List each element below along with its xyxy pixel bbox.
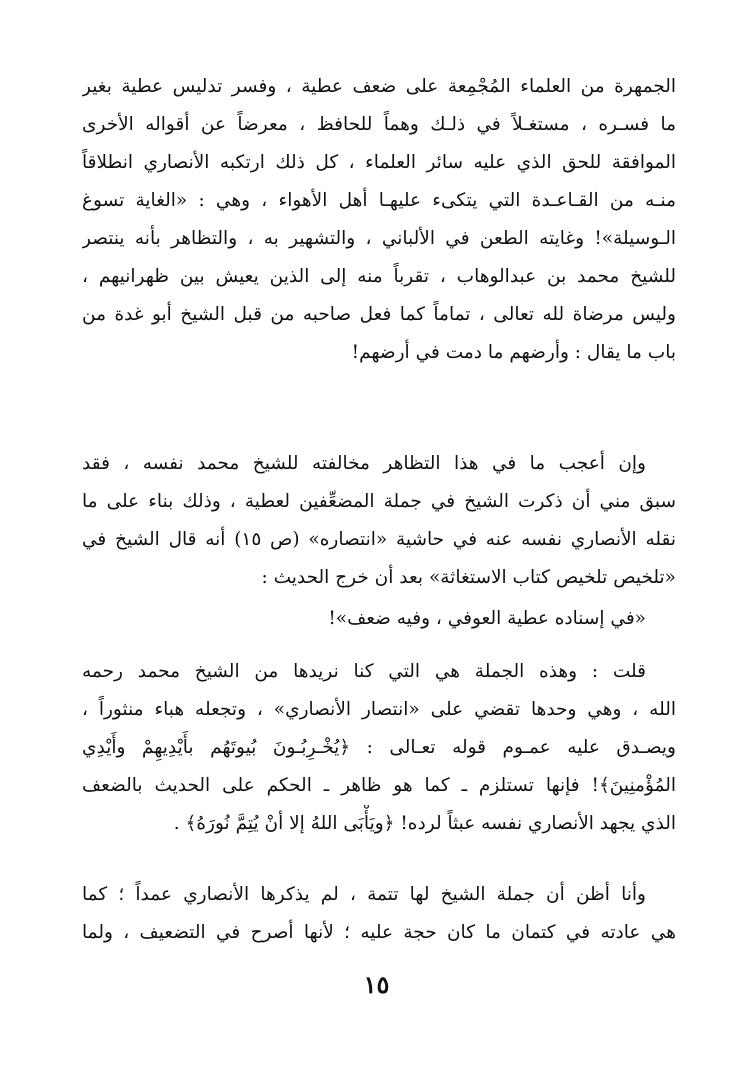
quote-line: «في إسناده عطية العوفي ، وفيه ضعف»! xyxy=(328,608,646,629)
text-line: باب ما يقال : وأرضهم ما دمت في أرضهم! xyxy=(351,342,676,363)
paragraph-2 xyxy=(82,445,676,597)
text-line: وليس مرضاة لله تعالى ، تماماً كما فعل صاحبه من قبل الشيخ أبو غدة من xyxy=(82,304,676,325)
text-line: الـوسيلة»! وغايته الطعن في الألباني ، والتشهير به ، والتظاهر بأنه ينتصر xyxy=(82,228,676,249)
text-line: ما فسـره ، مستغـلاً في ذلـك وهماً للحافظ ، معرضاً عن أقواله الأخرى xyxy=(82,114,676,135)
page-number: ١٥ xyxy=(363,970,390,999)
text-line: منـه من القـاعـدة التي يتكىء عليهـا أهل الأهواء ، وهي : «الغاية تسوغ xyxy=(82,190,676,211)
text-line: نقله الأنصاري نفسه عنه في حاشية «انتصاره» (ص ١٥) أنه قال الشيخ في xyxy=(82,529,676,550)
text-line: المُؤْمنِينَ﴾! فإنها تستلزم ـ كما هو ظاهر ـ الحكم على الحديث بالضعف xyxy=(82,775,676,796)
paragraph-4 xyxy=(82,653,676,843)
text-line: وأنا أظن أن جملة الشيخ لها تتمة ، لم يذكرها الأنصاري عمداً ؛ كما xyxy=(82,884,646,905)
paragraph-5 xyxy=(82,876,676,952)
text-line: قلت : وهذه الجملة هي التي كنا نريدها من الشيخ محمد رحمه xyxy=(82,661,646,682)
text-line: الله ، وهي وحدها تقضي على «انتصار الأنصاري» ، وتجعله هباء منثوراً ، xyxy=(82,699,676,720)
text-line: الجمهرة من العلماء المُجْمِعة على ضعف عطية ، وفسر تدليس عطية بغير xyxy=(82,76,676,97)
text-line: وإن أعجب ما في هذا التظاهر مخالفته للشيخ محمد نفسه ، فقد xyxy=(82,453,646,474)
text-line: «تلخيص تلخيص كتاب الاستغاثة» بعد أن خرج الحديث : xyxy=(261,567,676,588)
text-line: ويصـدق عليه عمـوم قوله تعـالى : ﴿يُخْـرِبُـونَ بُيوتَهُم بأَيْدِيهِمْ وأَيْدِي xyxy=(82,737,676,758)
paragraph-1 xyxy=(82,68,676,372)
text-line: هي عادته في كتمان ما كان حجة عليه ؛ لأنها أصرح في التضعيف ، ولما xyxy=(82,922,676,943)
text-line: الذي يجهد الأنصاري نفسه عبثاً لرده! ﴿ويَأْبَى اللهُ إلا أنْ يُتِمَّ نُورَهُ﴾ . xyxy=(173,813,676,834)
text-line: سبق مني أن ذكرت الشيخ في جملة المضعِّفين لعطية ، وذلك بناء على ما xyxy=(82,491,676,512)
text-line: للشيخ محمد بن عبدالوهاب ، تقرباً منه إلى الذين يعيش بين ظهرانيهم ، xyxy=(82,266,676,287)
text-line: الموافقة للحق الذي عليه سائر العلماء ، كل ذلك ارتكبه الأنصاري انطلاقاً xyxy=(82,152,676,173)
quoted-paragraph xyxy=(82,600,676,638)
